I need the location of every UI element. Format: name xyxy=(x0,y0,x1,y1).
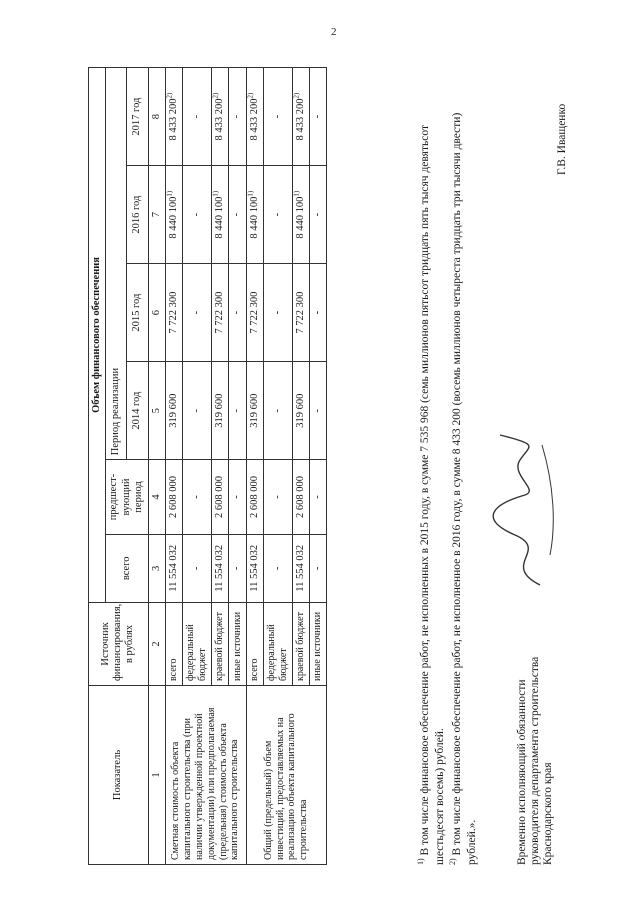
value-cell: 11 554 032 xyxy=(165,534,182,602)
value-cell: 319 600 xyxy=(211,362,228,460)
signature-line: Временно исполняющий обязанности xyxy=(516,679,528,865)
value-cell: 8 433 200$^{2)}$ xyxy=(292,68,309,166)
financing-table xyxy=(88,67,327,865)
value-cell: - xyxy=(229,264,246,362)
signature-line: Краснодарского края xyxy=(542,762,554,865)
value-cell: - xyxy=(263,166,292,264)
indicator-total-investment: Общий (предельный) объем инвестиций, предоставляемых на реализацию объекта капитального строительства xyxy=(246,686,327,865)
value-cell: - xyxy=(309,166,326,264)
value-cell: 8 433 200$^{2)}$ xyxy=(246,68,263,166)
value-cell: 2 608 000 xyxy=(165,460,182,535)
value-cell: 8 433 200$^{2)}$ xyxy=(211,68,228,166)
source-cell: краевой бюджет xyxy=(211,602,228,685)
header-source: Источник финансирования, в рублях xyxy=(89,602,149,685)
footnote-mark: 2) xyxy=(292,92,301,99)
handwritten-signature xyxy=(480,425,560,595)
header-total: всего xyxy=(106,534,148,602)
header-period: Период реализации xyxy=(106,68,127,460)
signature-line: руководителя департамента строительства xyxy=(529,656,541,865)
value-cell: - xyxy=(309,68,326,166)
index-cell: 7 xyxy=(148,166,165,264)
source-cell: всего xyxy=(165,602,182,685)
value-cell: 11 554 032 xyxy=(292,534,309,602)
value-cell: 8 440 100$^{1)}$ xyxy=(292,166,309,264)
value-cell: - xyxy=(229,166,246,264)
source-cell: иные источники xyxy=(309,602,326,685)
signature-block xyxy=(516,657,555,865)
value-cell: - xyxy=(263,534,292,602)
table-row xyxy=(165,68,182,865)
source-cell: федеральный бюджет xyxy=(183,602,212,685)
source-cell: краевой бюджет xyxy=(292,602,309,685)
value-cell: 7 722 300 xyxy=(211,264,228,362)
header-year-2015: 2015 год xyxy=(127,264,148,362)
value-cell: - xyxy=(229,68,246,166)
index-cell: 2 xyxy=(148,602,165,685)
footnote-mark: 2) xyxy=(211,92,220,99)
page-number: 2 xyxy=(331,26,337,38)
value-cell: - xyxy=(183,264,212,362)
value-cell: 7 722 300 xyxy=(292,264,309,362)
value-cell: - xyxy=(309,460,326,535)
source-cell: иные источники xyxy=(229,602,246,685)
table-row xyxy=(246,68,263,865)
footnote-text: В том числе финансовое обеспечение работ, не исполненных в 2015 году, в сумме 7 535 968 (семь миллионов пятьсот тридцать пять тысяч девятьсот шестьдесят восемь) рублей. xyxy=(419,125,446,865)
header-year-2017: 2017 год xyxy=(127,68,148,166)
footnote-mark: 2) xyxy=(246,92,255,99)
footnote-mark: 1) xyxy=(165,190,174,197)
value-cell: - xyxy=(309,534,326,602)
value-cell: 319 600 xyxy=(165,362,182,460)
value-cell: 7 722 300 xyxy=(165,264,182,362)
value-cell: 11 554 032 xyxy=(246,534,263,602)
footnote-mark: 1) xyxy=(211,190,220,197)
footnote-mark: 2) xyxy=(448,858,458,865)
footnote-mark: 1) xyxy=(416,858,426,865)
footnote-mark: 1) xyxy=(292,190,301,197)
value-cell: - xyxy=(263,362,292,460)
value-cell: 319 600 xyxy=(292,362,309,460)
footnote-1 xyxy=(418,75,448,865)
footnote-text: В том числе финансовое обеспечение работ, не исполненное в 2016 году, в сумме 8 433 200 (восемь миллионов четыреста тридцать три тысячи двести) рублей.». xyxy=(451,112,478,865)
index-cell: 1 xyxy=(148,686,165,865)
value-cell: 8 440 100$^{1)}$ xyxy=(165,166,182,264)
value-cell: 2 608 000 xyxy=(292,460,309,535)
header-indicator: Показатель xyxy=(89,686,149,865)
source-cell: федеральный бюджет xyxy=(263,602,292,685)
value-cell: - xyxy=(183,460,212,535)
index-cell: 4 xyxy=(148,460,165,535)
index-row xyxy=(148,68,165,865)
value-cell: 8 440 100$^{1)}$ xyxy=(211,166,228,264)
value-cell: - xyxy=(229,534,246,602)
value-cell: - xyxy=(229,362,246,460)
value-cell: 8 433 200$^{2)}$ xyxy=(165,68,182,166)
value-cell: - xyxy=(183,166,212,264)
value-cell: - xyxy=(263,460,292,535)
index-cell: 6 xyxy=(148,264,165,362)
value-cell: 8 440 100$^{1)}$ xyxy=(246,166,263,264)
rotated-page-content xyxy=(40,55,585,865)
value-cell: - xyxy=(229,460,246,535)
header-year-2016: 2016 год xyxy=(127,166,148,264)
value-cell: - xyxy=(309,362,326,460)
index-cell: 5 xyxy=(148,362,165,460)
index-cell: 8 xyxy=(148,68,165,166)
header-year-2014: 2014 год xyxy=(127,362,148,460)
value-cell: - xyxy=(263,264,292,362)
header-title: Объем финансового обеспечения xyxy=(89,68,106,603)
value-cell: 2 608 000 xyxy=(246,460,263,535)
value-cell: - xyxy=(183,362,212,460)
index-cell: 3 xyxy=(148,534,165,602)
header-prev-period: предшест-вующий период xyxy=(106,460,148,535)
value-cell: 319 600 xyxy=(246,362,263,460)
footnote-mark: 2) xyxy=(165,92,174,99)
footnote-mark: 1) xyxy=(246,190,255,197)
value-cell: - xyxy=(309,264,326,362)
source-cell: всего xyxy=(246,602,263,685)
value-cell: 2 608 000 xyxy=(211,460,228,535)
indicator-estimated-cost: Сметная стоимость объекта капитального строительства (при наличии утвержденной проектной документации) или предполагаемая (предельная) стоимость объекта капитального строительства xyxy=(165,686,246,865)
value-cell: - xyxy=(183,534,212,602)
value-cell: - xyxy=(263,68,292,166)
value-cell: 11 554 032 xyxy=(211,534,228,602)
value-cell: - xyxy=(183,68,212,166)
value-cell: 7 722 300 xyxy=(246,264,263,362)
signatory-name: Г.В. Иващенко xyxy=(556,103,568,175)
footnote-2 xyxy=(450,75,480,865)
